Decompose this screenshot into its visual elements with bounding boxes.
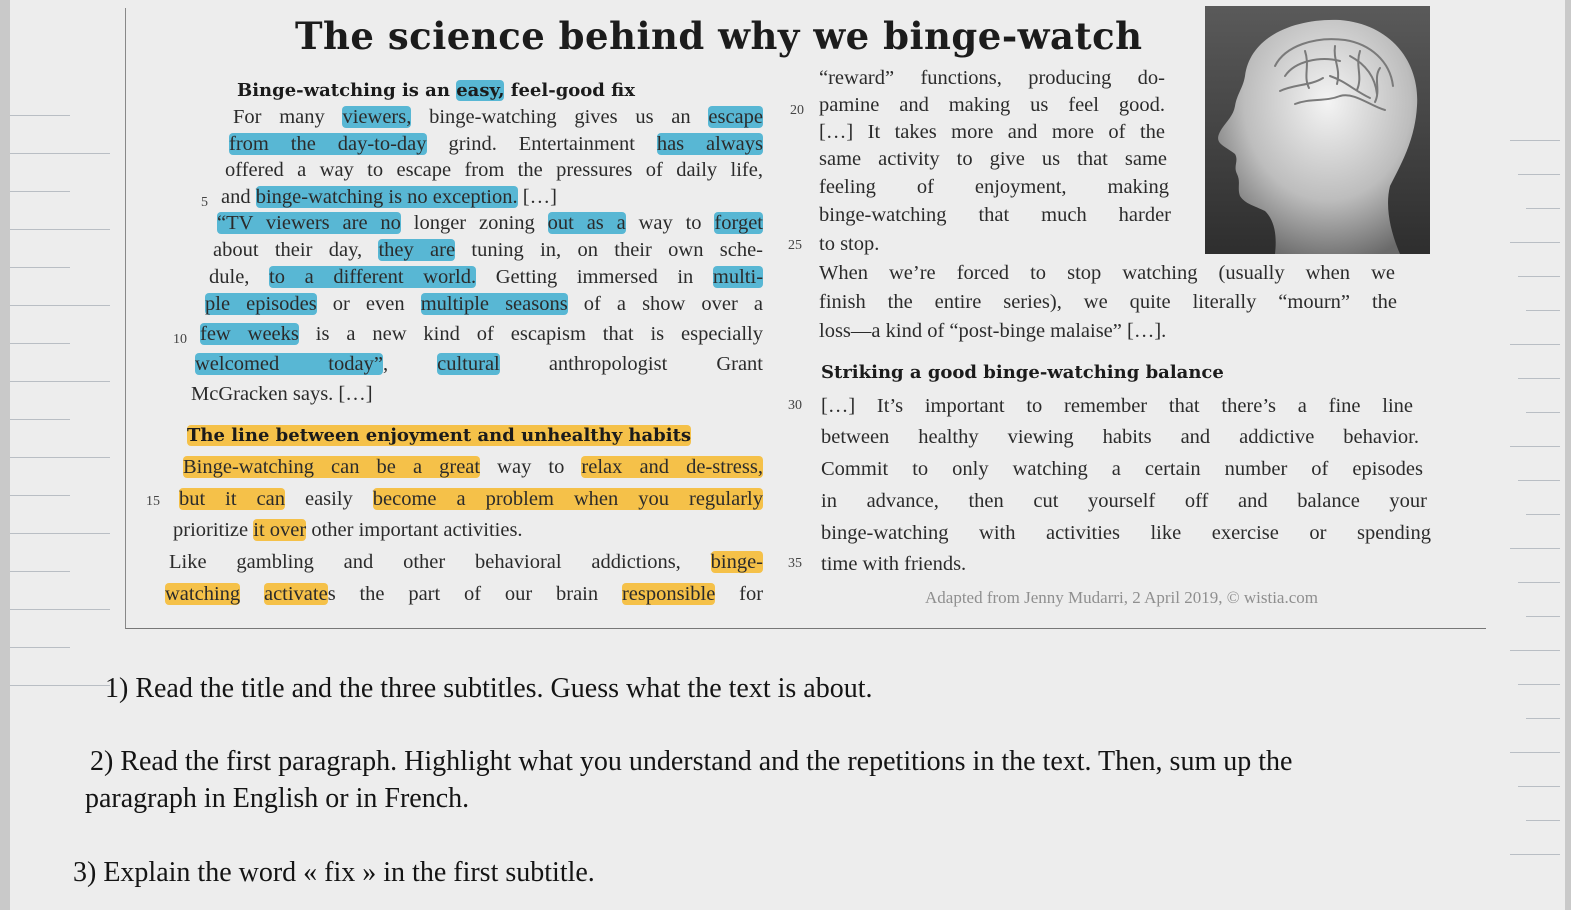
notebook-rule-line — [10, 381, 110, 382]
question-2-continued: paragraph in English or in French. — [85, 783, 470, 814]
text-line: Like gambling and other behavioral addictions, binge- — [169, 551, 763, 573]
highlight-blue: multi- — [712, 266, 764, 288]
notebook-rule-line — [1518, 786, 1560, 787]
highlight-blue: binge-watching is no exception. — [255, 186, 518, 208]
text-line: and binge-watching is no exception. […] — [221, 186, 557, 208]
highlight-yellow: activate — [263, 583, 328, 605]
text-line: but it can easily become a problem when you regularly — [179, 488, 763, 510]
text-line: loss—a kind of “post-binge malaise” […]. — [819, 320, 1167, 342]
text-line: about their day, they are tuning in, on their own sche- — [213, 239, 764, 261]
text-line: McGracken says. […] — [191, 383, 373, 405]
notebook-rule-line — [1510, 650, 1560, 651]
highlight-blue: they are — [378, 239, 456, 261]
highlight-yellow: become a problem when you regularly — [372, 488, 763, 510]
notebook-rule-line — [1510, 548, 1560, 549]
notebook-rule-line — [10, 609, 110, 610]
notebook-rule-line — [1510, 446, 1560, 447]
highlight-blue: “TV viewers are no — [217, 212, 401, 234]
highlight-blue: escape — [708, 106, 763, 128]
text-line: in advance, then cut yourself off and balance your — [821, 490, 1427, 512]
question-2: 2) Read the first paragraph. Highlight what you understand and the repetitions in the text. Then, sum up the — [90, 746, 1293, 777]
notebook-rule-line — [1518, 480, 1560, 481]
brain-image — [1205, 6, 1430, 254]
text-line: feeling of enjoyment, making — [819, 176, 1169, 198]
notebook-rule-line — [10, 305, 110, 306]
subtitle-balance: Striking a good binge-watching balance — [821, 362, 1224, 383]
text-line: “reward” functions, producing do- — [819, 67, 1165, 89]
text-line: watching activates the part of our brain responsible for — [165, 583, 764, 605]
highlight-blue: few weeks — [200, 323, 299, 345]
notebook-rule-line — [10, 533, 110, 534]
highlight-yellow: watching — [165, 583, 241, 605]
highlight-blue: from the day-to-day — [229, 133, 427, 155]
notebook-rule-line — [1518, 582, 1560, 583]
highlight-blue: has always — [656, 133, 763, 155]
source-credit: Adapted from Jenny Mudarri, 2 April 2019, © wistia.com — [925, 588, 1318, 607]
highlight-yellow: binge- — [710, 551, 763, 573]
highlight-blue: out as a — [547, 212, 626, 234]
notebook-rule-line — [10, 191, 70, 192]
highlight-yellow: Binge-watching can be a great — [183, 456, 481, 478]
notebook-rule-line — [10, 343, 70, 344]
highlight-yellow: responsible — [621, 583, 716, 605]
highlight-blue: ple episodes — [205, 293, 317, 315]
text-line: welcomed today”, cultural anthropologist Grant — [195, 353, 763, 375]
notebook-rule-line — [10, 495, 70, 496]
text-line: pamine and making us feel good. — [819, 94, 1165, 116]
line-number: 20 — [790, 103, 804, 118]
notebook-rule-line — [1526, 412, 1560, 413]
notebook-rule-line — [1510, 854, 1560, 855]
line-number: 30 — [788, 398, 802, 413]
notebook-rule-line — [1510, 242, 1560, 243]
notebook-rule-line — [1526, 820, 1560, 821]
line-number: 5 — [201, 195, 208, 210]
notebook-rule-line — [10, 647, 70, 648]
article-title: The science behind why we binge-watch — [295, 14, 1143, 58]
notebook-rule-line — [1518, 684, 1560, 685]
text-line: Binge-watching can be a great way to relax and de-stress, — [183, 456, 763, 478]
text-line: […] It’s important to remember that there’s a fine line — [821, 395, 1413, 417]
notebook-rule-line — [10, 115, 70, 116]
notebook-rule-line — [1526, 616, 1560, 617]
line-number: 10 — [173, 332, 187, 347]
notebook-rule-line — [10, 457, 110, 458]
highlight-yellow: it over — [253, 519, 307, 541]
line-number: 25 — [788, 238, 802, 253]
highlight-blue: to a different world. — [269, 266, 477, 288]
notebook-rule-line — [10, 419, 70, 420]
notebook-rule-line — [10, 571, 70, 572]
notebook-rule-line — [10, 153, 110, 154]
notebook-rule-line — [1518, 174, 1560, 175]
notebook-rule-line — [10, 267, 70, 268]
highlight-yellow: The line between enjoyment and unhealthy habits — [187, 425, 692, 446]
text-line: For many viewers, binge-watching gives us an escape — [233, 106, 763, 128]
notebook-rule-line — [1510, 344, 1560, 345]
text-line: Commit to only watching a certain number of episodes — [821, 458, 1423, 480]
text-line: between healthy viewing habits and addictive behavior. — [821, 426, 1419, 448]
highlight-blue: cultural — [437, 353, 500, 375]
notebook-rule-line — [1510, 752, 1560, 753]
brain-silhouette-head — [1205, 6, 1430, 254]
notebook-rule-line — [1518, 276, 1560, 277]
highlight-blue: welcomed today” — [195, 353, 383, 375]
notebook-rule-line — [10, 229, 110, 230]
text-line: binge-watching that much harder — [819, 204, 1171, 226]
text-line: offered a way to escape from the pressures of daily life, — [225, 159, 763, 181]
notebook-rule-line — [1510, 140, 1560, 141]
text-line: dule, to a different world. Getting immersed in multi- — [209, 266, 764, 288]
highlight-yellow: relax and de-stress, — [581, 456, 763, 478]
highlight-blue: multiple seasons — [420, 293, 568, 315]
text-line: When we’re forced to stop watching (usually when we — [819, 262, 1395, 284]
notebook-rule-line — [1526, 208, 1560, 209]
notebook-rule-line — [10, 685, 110, 686]
notebook-rule-line — [1526, 310, 1560, 311]
text-line: […] It takes more and more of the — [819, 121, 1165, 143]
text-line: time with friends. — [821, 553, 967, 575]
text-line: “TV viewers are no longer zoning out as a way to forget — [217, 212, 763, 234]
highlight-blue: easy, — [456, 80, 505, 101]
text-line: binge-watching with activities like exercise or spending — [821, 522, 1431, 544]
text-line: finish the entire series), we quite literally “mourn” the — [819, 291, 1397, 313]
text-line: from the day-to-day grind. Entertainment has always — [229, 133, 763, 155]
line-number: 15 — [146, 494, 160, 509]
question-1: 1) Read the title and the three subtitles. Guess what the text is about. — [105, 673, 873, 704]
question-3: 3) Explain the word « fix » in the first subtitle. — [73, 857, 595, 888]
highlight-blue: viewers, — [342, 106, 412, 128]
notebook-rule-line — [1518, 378, 1560, 379]
subtitle-fix: Binge-watching is an easy, feel-good fix — [237, 80, 635, 101]
highlight-blue: forget — [714, 212, 763, 234]
line-number: 35 — [788, 556, 802, 571]
subtitle-line — [187, 425, 691, 446]
highlight-yellow: but it can — [179, 488, 285, 510]
text-line: same activity to give us that same — [819, 148, 1167, 170]
text-line: few weeks is a new kind of escapism that is especially — [200, 323, 763, 345]
text-line: to stop. — [819, 233, 880, 255]
notebook-rule-line — [1526, 718, 1560, 719]
notebook-rule-line — [1526, 514, 1560, 515]
text-line: ple episodes or even multiple seasons of a show over a — [205, 293, 764, 315]
worksheet-page — [10, 0, 1565, 910]
text-line: prioritize it over other important activities. — [173, 519, 523, 541]
